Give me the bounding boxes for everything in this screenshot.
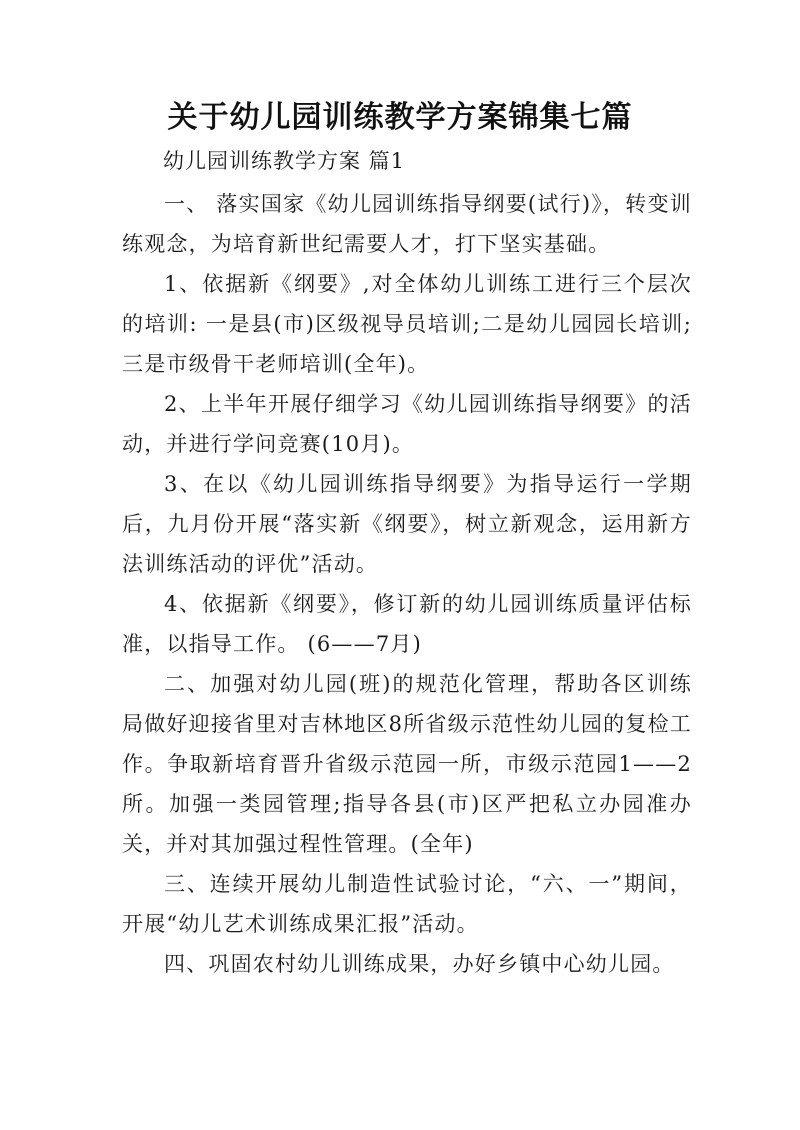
document-title: 关于幼儿园训练教学方案锦集七篇 — [167, 100, 633, 135]
paragraph: 二、加强对幼儿园(班)的规范化管理，帮助各区训练局做好迎接省里对吉林地区8所省级示范性幼儿园的复检工作。争取新培育晋升省级示范园一所，市级示范园1——2所。加强一类园管理;指导各县(市)区严把私立办园准办关，并对其加强过程性管理。(全年) — [122, 672, 692, 856]
paragraph: 三、连续开展幼儿制造性试验讨论，“六、一”期间，开展“幼儿艺术训练成果汇报”活动。 — [122, 872, 692, 936]
paragraph: 四、巩固农村幼儿训练成果，办好乡镇中心幼儿园。 — [164, 952, 675, 976]
paragraph: 2、上半年开展仔细学习《幼儿园训练指导纲要》的活动，并进行学问竞赛(10月)。 — [122, 392, 692, 456]
paragraph: 3、在以《幼儿园训练指导纲要》为指导运行一学期后，九月份开展“落实新《纲要》，树立新观念，运用新方法训练活动的评优”活动。 — [122, 472, 692, 576]
paragraph: 1、依据新《纲要》,对全体幼儿训练工进行三个层次的培训: 一是县(市)区级视导员培训;二是幼儿园园长培训;三是市级骨干老师培训(全年)。 — [122, 272, 692, 376]
document-body — [122, 184, 692, 984]
document-subtitle: 幼儿园训练教学方案 篇1 — [163, 149, 406, 173]
paragraph: 4、依据新《纲要》，修订新的幼儿园训练质量评估标准，以指导工作。 (6——7月) — [122, 592, 692, 656]
paragraph: 一、 落实国家《幼儿园训练指导纲要(试行)》，转变训练观念，为培育新世纪需要人才，打下坚实基础。 — [122, 192, 692, 256]
